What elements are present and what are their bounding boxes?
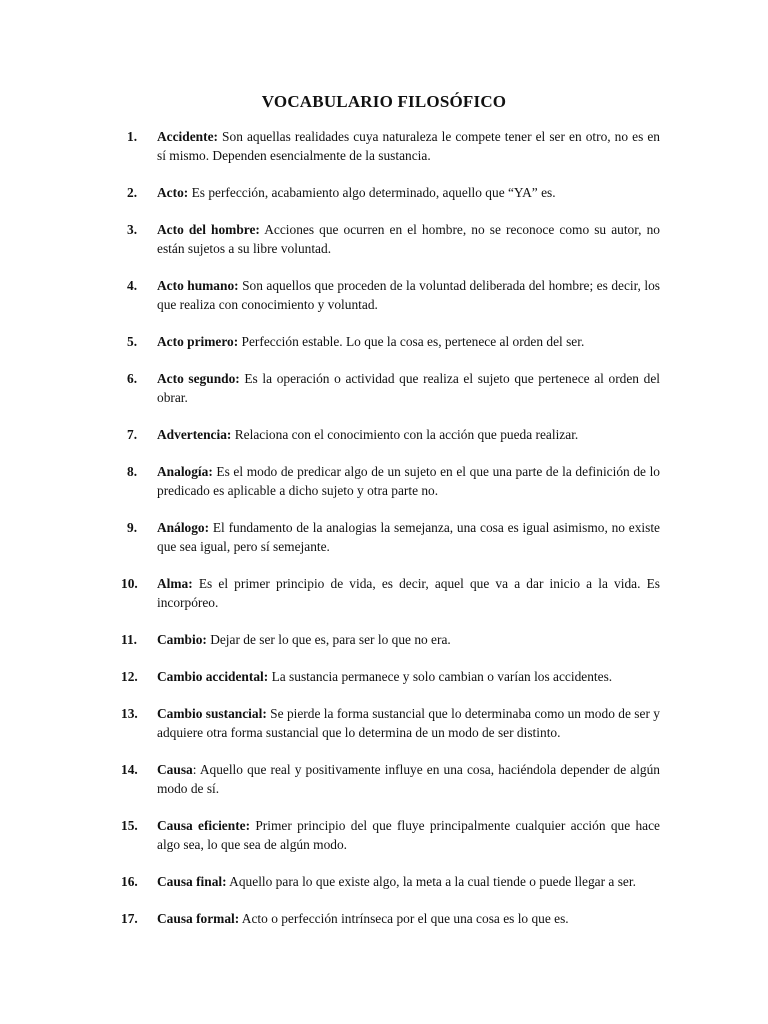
- item-term: Advertencia:: [157, 427, 232, 442]
- item-term: Cambio:: [157, 632, 207, 647]
- item-number: 16.: [121, 874, 138, 889]
- list-item: [127, 183, 660, 202]
- list-item: [121, 909, 660, 928]
- item-definition: El fundamento de la analogias la semejanza, una cosa es igual asimismo, no existe que sea igual, pero sí semejante.: [157, 520, 660, 554]
- item-definition: Es el primer principio de vida, es decir, aquel que va a dar inicio a la vida. Es incorpóreo.: [157, 576, 660, 610]
- item-term: Acto segundo:: [157, 371, 240, 386]
- item-term: Acto primero:: [157, 334, 239, 349]
- list-item: [127, 369, 660, 407]
- page-title: VOCABULARIO FILOSÓFICO: [261, 92, 507, 111]
- item-definition: La sustancia permanece y solo cambian o varían los accidentes.: [268, 669, 613, 684]
- item-definition: Es perfección, acabamiento algo determinado, aquello que “YA” es.: [188, 185, 556, 200]
- item-number: 12.: [121, 669, 138, 684]
- list-item: [127, 425, 660, 444]
- item-number: 1.: [127, 129, 138, 144]
- item-number: 15.: [121, 818, 138, 833]
- item-term: Análogo:: [157, 520, 210, 535]
- vocabulary-list: [121, 127, 660, 946]
- list-item: [121, 872, 660, 891]
- item-number: 17.: [121, 911, 138, 926]
- list-item: [127, 332, 660, 351]
- item-number: 7.: [127, 427, 138, 442]
- list-item: [127, 518, 660, 556]
- item-definition: Se pierde la forma sustancial que lo determinaba como un modo de ser y adquiere otra forma sustancial que lo determina de un modo de ser distinto.: [157, 706, 660, 740]
- item-number: 2.: [127, 185, 138, 200]
- item-term: Causa final:: [157, 874, 227, 889]
- item-definition: Son aquellas realidades cuya naturaleza le compete tener el ser en otro, no es en sí mismo. Dependen esencialmente de la sustancia.: [157, 129, 660, 163]
- item-definition: Son aquellos que proceden de la voluntad deliberada del hombre; es decir, los que realiza con conocimiento y voluntad.: [157, 278, 660, 312]
- item-term: Alma:: [157, 576, 193, 591]
- item-term: Acto del hombre:: [157, 222, 260, 237]
- item-definition: Acciones que ocurren en el hombre, no se reconoce como su autor, no están sujetos a su libre voluntad.: [157, 222, 660, 256]
- item-number: 13.: [121, 706, 138, 721]
- item-number: 5.: [127, 334, 138, 349]
- item-term: Causa: [157, 762, 193, 777]
- item-term: Acto:: [157, 185, 189, 200]
- item-term: Cambio sustancial:: [157, 706, 267, 721]
- item-definition: Aquello para lo que existe algo, la meta a la cual tiende o puede llegar a ser.: [226, 874, 636, 889]
- item-definition: Dejar de ser lo que es, para ser lo que no era.: [206, 632, 451, 647]
- item-definition: Relaciona con el conocimiento con la acción que pueda realizar.: [231, 427, 579, 442]
- item-number: 9.: [127, 520, 138, 535]
- item-number: 3.: [127, 222, 138, 237]
- item-definition: Primer principio del que fluye principalmente cualquier acción que hace algo sea, lo que sea de algún modo.: [157, 818, 660, 852]
- list-item: [127, 462, 660, 500]
- item-definition: Es el modo de predicar algo de un sujeto en el que una parte de la definición de lo predicado es aplicable a dicho sujeto y otra parte no.: [157, 464, 660, 498]
- item-number: 8.: [127, 464, 138, 479]
- list-item: [127, 127, 660, 165]
- item-term: Acto humano:: [157, 278, 239, 293]
- list-item: [121, 574, 660, 612]
- item-definition: Es la operación o actividad que realiza el sujeto que pertenece al orden del obrar.: [157, 371, 660, 405]
- list-item: [127, 220, 660, 258]
- item-term: Analogía:: [157, 464, 213, 479]
- list-item: [127, 276, 660, 314]
- list-item: [121, 704, 660, 742]
- item-number: 4.: [127, 278, 138, 293]
- list-item: [121, 667, 660, 686]
- item-definition: Acto o perfección intrínseca por el que una cosa es lo que es.: [239, 911, 569, 926]
- item-term: Causa eficiente:: [157, 818, 251, 833]
- item-definition: : Aquello que real y positivamente influye en una cosa, haciéndola depender de algún modo de sí.: [157, 762, 660, 796]
- item-number: 11.: [121, 632, 137, 647]
- item-number: 10.: [121, 576, 138, 591]
- item-definition: Perfección estable. Lo que la cosa es, pertenece al orden del ser.: [238, 334, 585, 349]
- item-term: Causa formal:: [157, 911, 240, 926]
- list-item: [121, 816, 660, 854]
- item-term: Cambio accidental:: [157, 669, 269, 684]
- item-number: 14.: [121, 762, 138, 777]
- item-term: Accidente:: [157, 129, 218, 144]
- list-item: [121, 630, 660, 649]
- item-number: 6.: [127, 371, 138, 386]
- list-item: [121, 760, 660, 798]
